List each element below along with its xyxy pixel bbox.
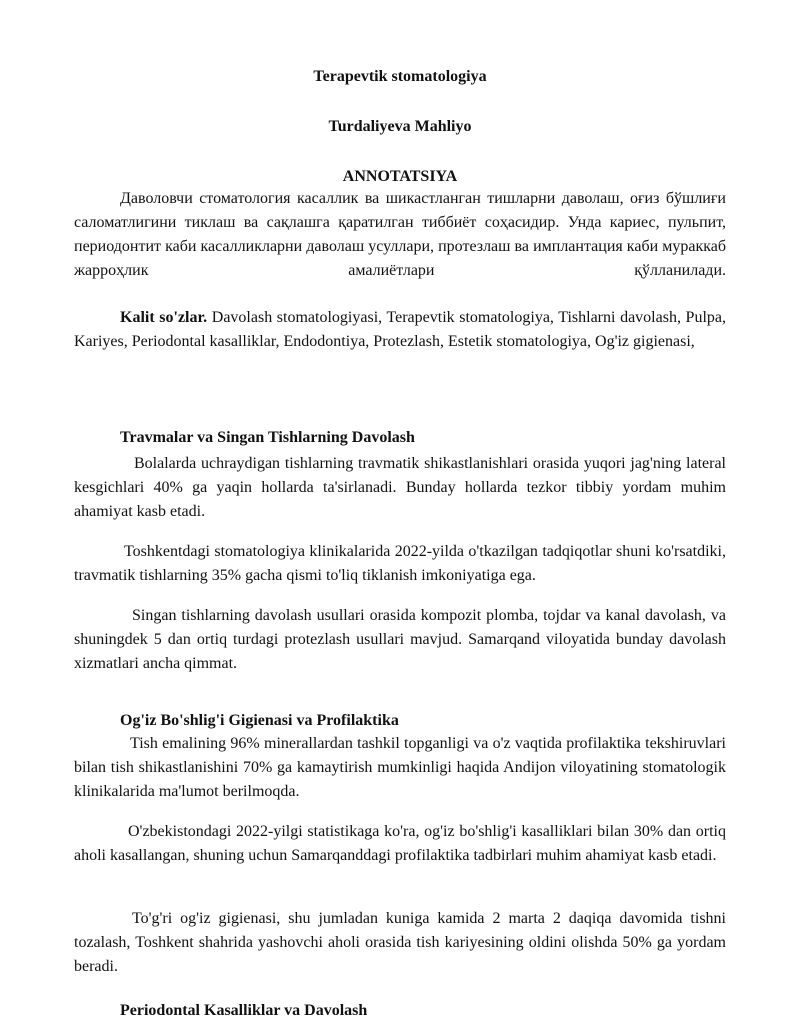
section-2-paragraph-2: O'zbekistondagi 2022-yilgi statistikaga ko'ra, og'iz bo'shlig'i kasalliklari bilan 30% dan ortiq aholi kasallangan, shuning uchun Samarqanddagi profilaktika tadbirlari muhim ahamiyat kasb etadi. [74,823,726,864]
section-heading-periodontal: Periodontal Kasalliklar va Davolash [120,1002,368,1019]
keywords-label: Kalit so'zlar. [120,309,208,326]
annotation-paragraph: Даволовчи стоматология касаллик ва шикастланган тишларни даволаш, оғиз бўшлиғи саломатлигини тиклаш ва сақлашга қаратилган тиббиёт соҳасидир. Унда кариес, пульпит, периодонтит каби касалликларни даволаш усуллари, протезлаш ва имплантация каби мураккаб жарроҳлик амалиётлари қўлланилади. [74,190,726,279]
document-page [74,0,726,1035]
keywords-text: Davolash stomatologiyasi, Terapevtik stomatologiya, Tishlarni davolash, Pulpa, Kariyes, Periodontal kasalliklar, Endodontiya, Protezlash, Estetik stomatologiya, Og'iz gigienasi, [74,309,726,350]
section-heading-travmalar: Travmalar va Singan Tishlarning Davolash [120,429,415,446]
document-author: Turdaliyeva Mahliyo [328,118,472,135]
section-2-paragraph-1: Tish emalining 96% minerallardan tashkil topganligi va o'z vaqtida profilaktika tekshiruvlari bilan tish shikastlanishini 70% ga kamaytirish mumkinligi haqida Andijon viloyatining stomatologik klinikalarida ma'lumot berilmoqda. [74,735,726,800]
section-1-paragraph-2: Toshkentdagi stomatologiya klinikalarida 2022-yilda o'tkazilgan tadqiqotlar shuni ko'rsatdiki, travmatik tishlarning 35% gacha qismi to'liq tiklanish imkoniyatiga ega. [74,543,726,584]
section-1-paragraph-1: Bolalarda uchraydigan tishlarning travmatik shikastlanishlari orasida yuqori jag'ning lateral kesgichlari 40% ga yaqin hollarda ta'sirlanadi. Bunday hollarda tezkor tibbiy yordam muhim ahamiyat kasb etadi. [74,455,726,520]
section-heading-gigiena: Og'iz Bo'shlig'i Gigienasi va Profilaktika [120,712,399,729]
section-2-paragraph-3: To'g'ri og'iz gigienasi, shu jumladan kuniga kamida 2 marta 2 daqiqa davomida tishni tozalash, Toshkent shahrida yashovchi aholi orasida tish kariyesining oldini olishda 50% ga yordam beradi. [74,910,726,975]
document-title: Terapevtik stomatologiya [313,68,487,85]
keywords-paragraph [74,306,726,354]
annotation-heading: ANNOTATSIYA [342,168,458,185]
section-1-paragraph-3: Singan tishlarning davolash usullari orasida kompozit plomba, tojdar va kanal davolash, va shuningdek 5 dan ortiq turdagi protezlash usullari mavjud. Samarqand viloyatida bunday davolash xizmatlari ancha qimmat. [74,607,726,672]
